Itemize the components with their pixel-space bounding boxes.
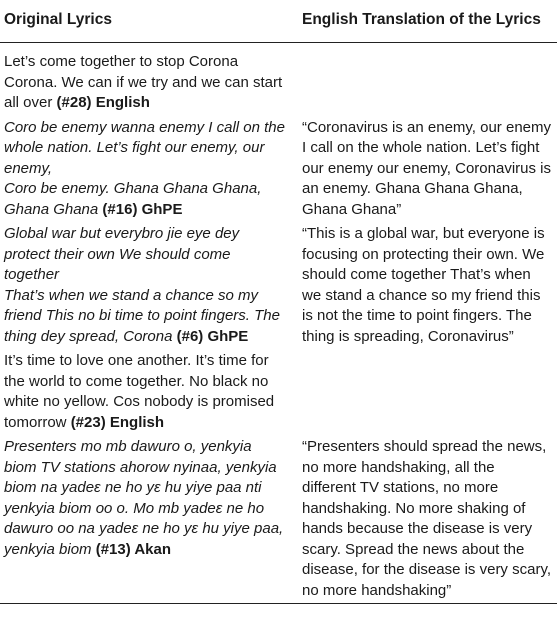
song-code: (#28) English: [56, 94, 150, 111]
original-lyrics-text: Coro be enemy wanna enemy I call on the whole nation. Let’s fight our enemy, our enemy,: [4, 118, 285, 177]
header-original-lyrics: Original Lyrics: [0, 0, 292, 43]
table-row: [0, 437, 557, 604]
original-lyrics-cell: [0, 437, 292, 604]
original-lyrics-text: Coro be enemy. Ghana Ghana Ghana, Ghana Ghana: [4, 180, 262, 218]
song-code: (#16) GhPE: [102, 200, 183, 218]
original-lyrics-cell: [0, 351, 292, 437]
original-lyrics-cell: [0, 43, 292, 118]
translation-cell: “This is a global war, but everyone is focusing on protecting their own. We should come together That’s when we stand a chance so my friend this is not the time to point fingers. The thing is spreading, Coronavirus”: [302, 225, 545, 345]
song-code: (#13) Akan: [95, 540, 172, 558]
original-lyrics-cell: [0, 118, 292, 225]
translation-cell: “Presenters should spread the news, no more handshaking, all the different TV stations, no more handshaking. No more shaking of hands because the disease is very scary. Spread the news about the disease, for the disease is very scary, no more handshaking”: [292, 437, 557, 604]
translation-cell: [292, 351, 557, 437]
translation-cell: [292, 43, 557, 118]
header-row: [0, 0, 557, 43]
table-row: [0, 224, 557, 351]
original-lyrics-cell: [0, 224, 292, 351]
original-lyrics-text: Presenters mo mb dawuro o, yenkyia biom TV stations ahorow nyinaa, yenkyia biom na yadeɛ ne ho yɛ hu yiye paa nti yenkyia biom oo o. Mo mb yadeɛ ne ho dawuro oo na yadeɛ ne ho yɛ hu yiye paa, yenkyia biom: [4, 438, 284, 558]
original-lyrics-text: Global war but everybro jie eye dey protect their own We should come together: [4, 225, 240, 283]
original-lyrics-text: It’s time to love one another. It’s time for the world to come together. No black no white no yellow. Cos nobody is promised tomorrow: [4, 352, 275, 431]
header-english-translation: English Translation of the Lyrics: [292, 0, 557, 43]
original-lyrics-text: Let’s come together to stop Corona Corona. We can if we try and we can start all over: [4, 53, 283, 111]
song-code: (#6) GhPE: [176, 327, 249, 345]
table-row: [0, 118, 557, 225]
song-code: (#23) English: [70, 413, 165, 431]
translation-cell: “Coronavirus is an enemy, our enemy I call on the whole nation. Let’s fight our enemy our enemy, Coronavirus is an enemy. Ghana Ghana Ghana, Ghana Ghana”: [302, 118, 551, 218]
original-lyrics-text: That’s when we stand a chance so my friend This no bi time to point fingers. The thing dey spread, Corona: [4, 286, 280, 345]
table-row: [0, 351, 557, 437]
table-row: [0, 43, 557, 118]
